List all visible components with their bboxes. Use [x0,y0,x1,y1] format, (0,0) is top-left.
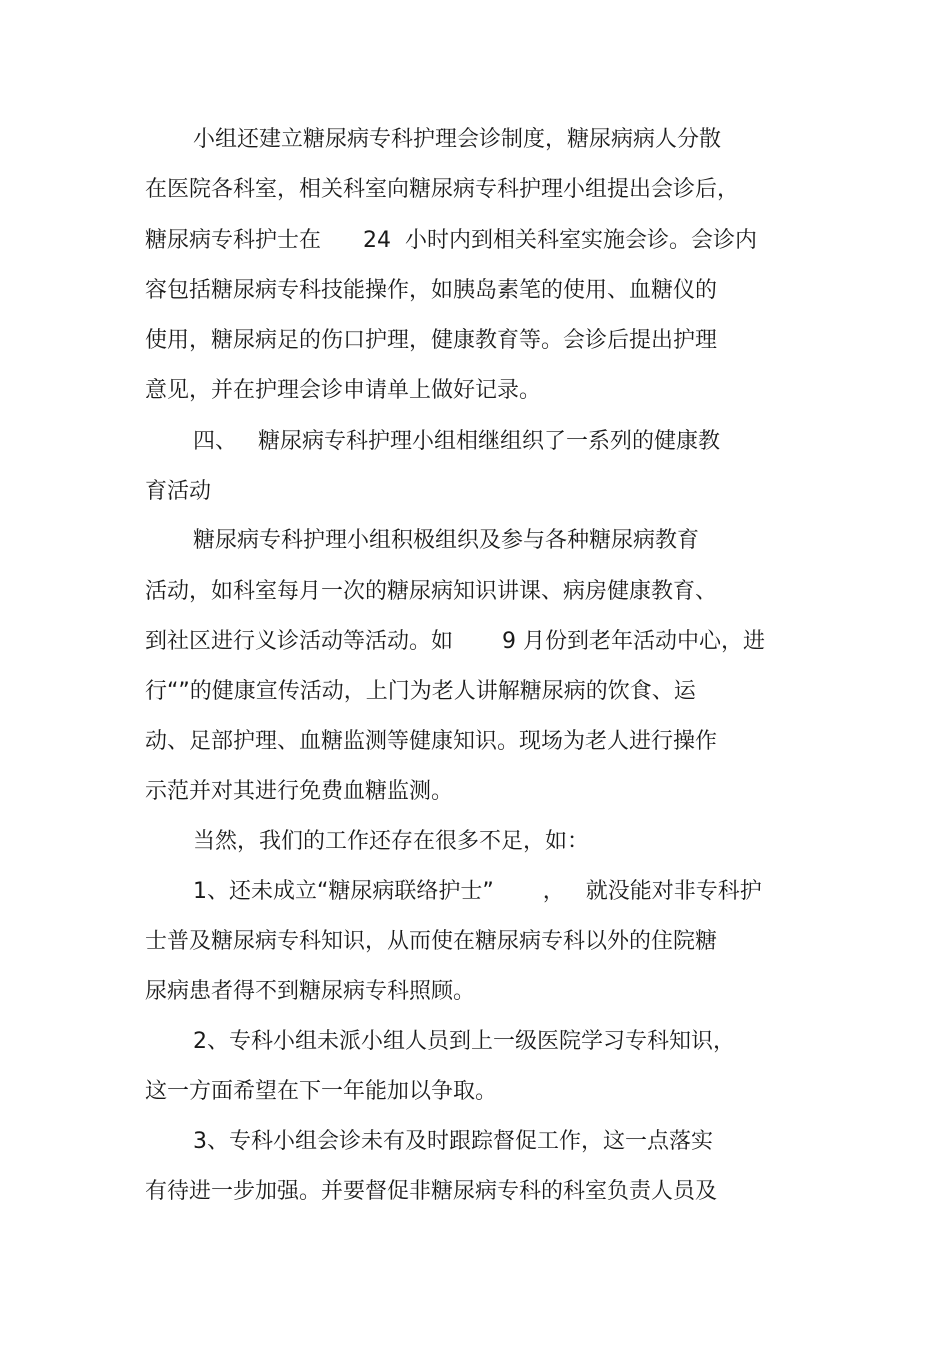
text-line: 在医院各科室，相关科室向糖尿病专科护理小组提出会诊后， [145,177,740,202]
text-line: 示范并对其进行免费血糖监测。 [145,779,454,804]
text-line: 容包括糖尿病专科技能操作，如胰岛素笔的使用、血糖仪的 [145,278,718,303]
list-item-line: 1、还未成立“糖尿病联络护士” ， 就没能对非专科护 [193,879,762,904]
text-line: 当然，我们的工作还存在很多不足，如： [193,829,590,854]
text-line: 意见，并在护理会诊申请单上做好记录。 [145,378,542,403]
text-line: 行“”的健康宣传活动，上门为老人讲解糖尿病的饮食、运 [145,679,696,704]
text-line: 到社区进行义诊活动等活动。如 9 月份到老年活动中心，进 [145,629,765,654]
text-line: 糖尿病专科护士在 24 小时内到相关科室实施会诊。会诊内 [145,228,757,253]
text-line: 这一方面希望在下一年能加以争取。 [145,1079,498,1104]
list-item-line: 2、专科小组未派小组人员到上一级医院学习专科知识， [193,1029,735,1054]
text-line: 动、足部护理、血糖监测等健康知识。现场为老人进行操作 [145,729,718,754]
text-line: 尿病患者得不到糖尿病专科照顾。 [145,979,476,1004]
list-item-line: 3、专科小组会诊未有及时跟踪督促工作，这一点落实 [193,1129,713,1154]
section-heading-line: 四、 糖尿病专科护理小组相继组织了一系列的健康教 [193,429,720,454]
text-line: 活动，如科室每月一次的糖尿病知识讲课、病房健康教育、 [145,579,718,604]
text-line: 使用，糖尿病足的伤口护理，健康教育等。会诊后提出护理 [145,328,718,353]
text-line: 糖尿病专科护理小组积极组织及参与各种糖尿病教育 [193,528,700,553]
text-line: 小组还建立糖尿病专科护理会诊制度，糖尿病病人分散 [193,127,722,152]
section-heading-line: 育活动 [145,479,212,504]
text-line: 士普及糖尿病专科知识，从而使在糖尿病专科以外的住院糖 [145,929,718,954]
text-line: 有待进一步加强。并要督促非糖尿病专科的科室负责人员及 [145,1179,718,1204]
